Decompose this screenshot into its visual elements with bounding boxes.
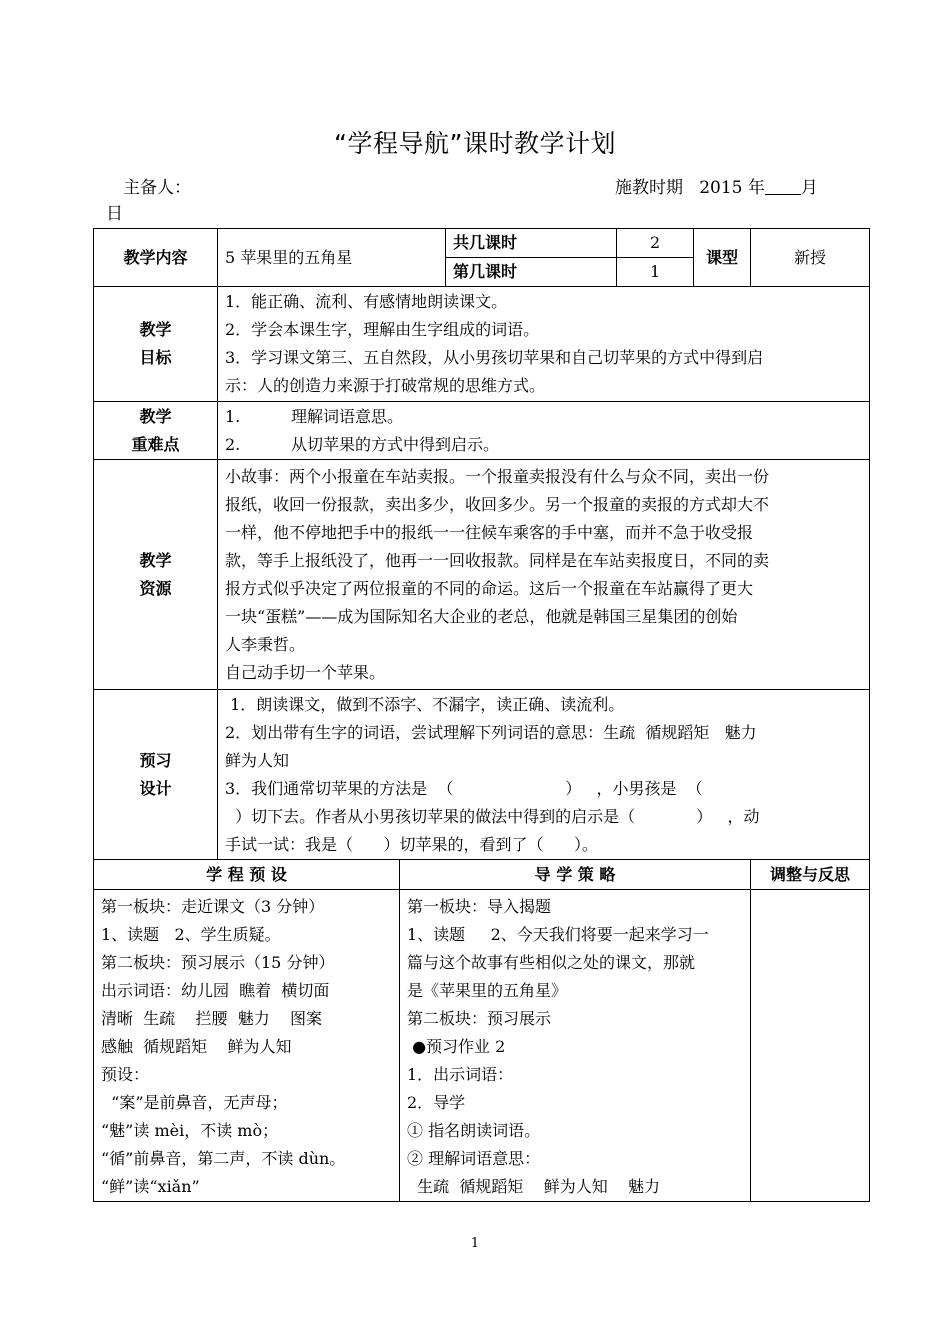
difficulty-content bbox=[218, 402, 870, 460]
total-lessons-value: 2 bbox=[617, 229, 694, 258]
preview-line: ）切下去。作者从小男孩切苹果的做法中得到的启示是（ ） ，动 bbox=[225, 806, 760, 826]
resource-line: 款，等手上报纸没了，他再一一回收报款。同样是在车站卖报度日，不同的卖 bbox=[225, 550, 770, 570]
month-blank bbox=[765, 176, 801, 195]
col-reflection-header: 调整与反思 bbox=[751, 860, 870, 890]
strategy-line: 篇与这个故事有些相似之处的课文，那就 bbox=[407, 952, 696, 972]
preview-label-line-1: 预习 bbox=[139, 750, 172, 770]
preview-content bbox=[218, 690, 870, 860]
preview-label bbox=[94, 690, 218, 860]
goals-label-line-2: 目标 bbox=[139, 348, 172, 367]
strategy-line: ② 理解词语意思： bbox=[407, 1148, 541, 1168]
plan-line: 清晰 生疏 拦腰 魅力 图案 bbox=[101, 1008, 323, 1028]
col-strategy-header: 导 学 策 略 bbox=[400, 860, 751, 890]
period-label: 施教时期 bbox=[615, 178, 683, 198]
lesson-type-label: 课型 bbox=[694, 229, 751, 287]
page-number: 1 bbox=[470, 1236, 480, 1251]
strategy-line: ① 指名朗读词语。 bbox=[407, 1120, 541, 1140]
col-plan-header: 学 程 预 设 bbox=[94, 860, 400, 890]
preview-line: 3．我们通常切苹果的方法是 （ ） ，小男孩是 （ bbox=[225, 778, 703, 798]
lesson-type-value: 新授 bbox=[751, 229, 870, 287]
difficulty-num: 1. bbox=[225, 406, 241, 426]
strategy-line: ●预习作业 2 bbox=[407, 1036, 506, 1056]
plan-line: 预设： bbox=[101, 1064, 150, 1084]
difficulty-text: 从切苹果的方式中得到启示。 bbox=[291, 434, 500, 454]
resources-content bbox=[218, 460, 870, 690]
plan-line: 感触 循规蹈矩 鲜为人知 bbox=[101, 1036, 292, 1056]
lesson-plan-table bbox=[93, 228, 870, 1202]
resource-line: 一块“蛋糕”——成为国际知名大企业的老总，他就是韩国三星集团的创始 bbox=[225, 606, 738, 626]
day-text: 日 bbox=[106, 204, 123, 224]
goals-label bbox=[94, 287, 218, 402]
resource-line: 小故事：两个小报童在车站卖报。一个报童卖报没有什么与众不同，卖出一份 bbox=[225, 466, 770, 486]
resource-line: 人李秉哲。 bbox=[225, 634, 306, 654]
resource-line: 报纸，收回一份报款，卖出多少，收回多少。另一个报童的卖报的方式却大不 bbox=[225, 494, 770, 514]
difficulty-num: 2. bbox=[225, 434, 241, 454]
plan-line: 第二板块：预习展示（15 分钟） bbox=[101, 952, 335, 972]
strategy-column bbox=[400, 890, 751, 1202]
preview-line: 2．划出带有生字的词语，尝试理解下列词语的意思：生疏 循规蹈矩 魅力 bbox=[225, 722, 757, 742]
nth-lesson-value: 1 bbox=[617, 258, 694, 287]
plan-line: “循”前鼻音，第二声，不读 dùn。 bbox=[101, 1148, 346, 1168]
goal-line: 示：人的创造力来源于打破常规的思维方式。 bbox=[225, 376, 546, 395]
resource-line: 报方式似乎决定了两位报童的不同的命运。这后一个报童在车站赢得了更大 bbox=[225, 578, 754, 598]
preview-line: 1．朗读课文，做到不添字、不漏字，读正确、读流利。 bbox=[225, 694, 625, 714]
resource-line: 自己动手切一个苹果。 bbox=[225, 662, 386, 682]
goal-line: 3．学习课文第三、五自然段，从小男孩切苹果和自己切苹果的方式中得到启 bbox=[225, 348, 764, 367]
plan-line: 1、读题 2、学生质疑。 bbox=[101, 924, 281, 944]
preview-line: 手试一试：我是（ ）切苹果的，看到了（ ）。 bbox=[225, 834, 599, 854]
plan-line: “鲜”读“xiǎn” bbox=[101, 1176, 200, 1196]
plan-line: “案”是前鼻音，无声母； bbox=[101, 1092, 288, 1112]
resources-label-line-1: 教学 bbox=[139, 550, 172, 570]
preview-label-line-2: 设计 bbox=[139, 778, 172, 798]
plan-line: 出示词语：幼儿园 瞧着 横切面 bbox=[101, 980, 330, 1000]
difficulty-label bbox=[94, 402, 218, 460]
strategy-line: 生疏 循规蹈矩 鲜为人知 魅力 bbox=[407, 1176, 661, 1196]
strategy-line: 2．导学 bbox=[407, 1092, 466, 1112]
nth-lesson-label: 第几课时 bbox=[446, 258, 617, 287]
strategy-line: 1．出示词语： bbox=[407, 1064, 514, 1084]
plan-line: “魅”读 mèi，不读 mò； bbox=[101, 1120, 279, 1140]
strategy-line: 第二板块：预习展示 bbox=[407, 1008, 552, 1028]
strategy-line: 第一板块：导入揭题 bbox=[407, 896, 552, 916]
resource-line: 一样，他不停地把手中的报纸一一往候车乘客的手中塞，而并不急于收受报 bbox=[225, 522, 754, 542]
plan-line: 第一板块：走近课文（3 分钟） bbox=[101, 896, 325, 916]
difficulty-text: 理解词语意思。 bbox=[291, 406, 404, 426]
plan-column bbox=[94, 890, 400, 1202]
year-text: 2015 年 bbox=[699, 178, 765, 198]
difficulty-label-line-1: 教学 bbox=[139, 406, 172, 426]
goal-line: 2．学会本课生字，理解由生字组成的词语。 bbox=[225, 320, 540, 339]
period-line bbox=[615, 175, 818, 201]
preview-line: 鲜为人知 bbox=[225, 750, 290, 770]
preparer-label: 主备人： bbox=[123, 178, 191, 198]
strategy-line: 1、读题 2、今天我们将要一起来学习一 bbox=[407, 924, 709, 944]
difficulty-item bbox=[225, 431, 862, 459]
strategy-line: 是《苹果里的五角星》 bbox=[407, 980, 568, 1000]
goals-content bbox=[218, 287, 870, 402]
month-text: 月 bbox=[800, 178, 818, 198]
goal-line: 1．能正确、流利、有感情地朗读课文。 bbox=[225, 292, 508, 311]
content-value: 5 苹果里的五角星 bbox=[218, 229, 446, 287]
goals-label-line-1: 教学 bbox=[139, 320, 172, 339]
resources-label bbox=[94, 460, 218, 690]
content-label: 教学内容 bbox=[94, 229, 218, 287]
reflection-column bbox=[751, 890, 870, 1202]
resources-label-line-2: 资源 bbox=[139, 578, 172, 598]
difficulty-item bbox=[225, 403, 862, 431]
difficulty-label-line-2: 重难点 bbox=[131, 434, 180, 454]
page-title: “学程导航”课时教学计划 bbox=[334, 129, 616, 158]
total-lessons-label: 共几课时 bbox=[446, 229, 617, 258]
